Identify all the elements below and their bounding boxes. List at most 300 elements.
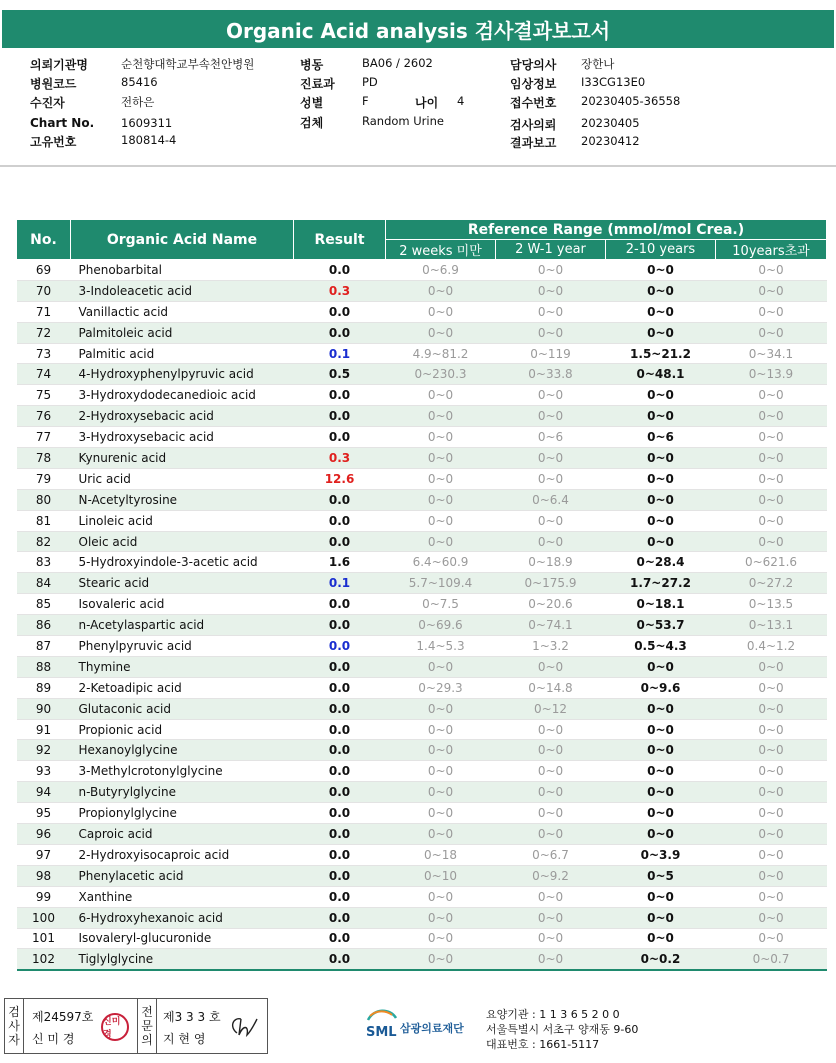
table-row (17, 719, 827, 740)
result-value: 0.0 (294, 865, 386, 886)
range-over-10-years: 0~0 (716, 385, 827, 406)
acid-name: 3-Indoleacetic acid (71, 280, 294, 301)
row-number: 83 (17, 552, 71, 573)
acid-name: 2-Ketoadipic acid (71, 677, 294, 698)
row-number: 92 (17, 740, 71, 761)
acid-name: Phenylpyruvic acid (71, 636, 294, 657)
range-2w-1year: 0~0 (496, 280, 606, 301)
range-over-10-years: 0~0 (716, 803, 827, 824)
range-under-2-weeks: 0~0 (386, 886, 496, 907)
range-2-10-years: 0~9.6 (606, 677, 716, 698)
table-row (17, 364, 827, 385)
range-2-10-years: 0.5~4.3 (606, 636, 716, 657)
range-2w-1year: 0~175.9 (496, 573, 606, 594)
range-over-10-years: 0~0 (716, 844, 827, 865)
row-number: 88 (17, 656, 71, 677)
range-over-10-years: 0.4~1.2 (716, 636, 827, 657)
institution-value: 순천향대학교부속천안병원 (121, 57, 255, 71)
range-under-2-weeks: 0~0 (386, 740, 496, 761)
range-2w-1year: 0~0 (496, 406, 606, 427)
result-value: 0.0 (294, 594, 386, 615)
range-2w-1year: 0~0 (496, 301, 606, 322)
chart-no-value: 1609311 (121, 116, 173, 130)
range-over-10-years: 0~0 (716, 427, 827, 448)
acid-name: Palmitoleic acid (71, 322, 294, 343)
row-number: 100 (17, 907, 71, 928)
specimen-label: 검체 (300, 116, 324, 130)
row-number: 97 (17, 844, 71, 865)
range-2w-1year: 0~0 (496, 928, 606, 949)
unique-id-value: 180814-4 (121, 133, 177, 147)
range-under-2-weeks: 0~0 (386, 719, 496, 740)
table-row (17, 615, 827, 636)
acid-name: 2-Hydroxysebacic acid (71, 406, 294, 427)
range-2w-1year: 0~0 (496, 761, 606, 782)
table-row (17, 260, 827, 281)
table-row (17, 865, 827, 886)
range-over-10-years: 0~0 (716, 448, 827, 469)
range-2w-1year: 0~0 (496, 656, 606, 677)
acid-name: N-Acetyltyrosine (71, 489, 294, 510)
clinical-info-label: 임상정보 (510, 77, 557, 91)
result-value: 0.0 (294, 510, 386, 531)
range-2w-1year: 0~0 (496, 907, 606, 928)
range-over-10-years: 0~13.5 (716, 594, 827, 615)
range-2-10-years: 0~0 (606, 928, 716, 949)
result-value: 0.0 (294, 844, 386, 865)
doctor-value: 장한나 (581, 57, 615, 71)
acid-name: Oleic acid (71, 531, 294, 552)
range-under-2-weeks: 1.4~5.3 (386, 636, 496, 657)
acid-name: Propionic acid (71, 719, 294, 740)
range-under-2-weeks: 0~0 (386, 448, 496, 469)
acid-name: 2-Hydroxyisocaproic acid (71, 844, 294, 865)
department-label: 진료과 (300, 77, 335, 91)
range-2-10-years: 0~5 (606, 865, 716, 886)
result-value: 0.0 (294, 824, 386, 845)
range-2w-1year: 0~0 (496, 824, 606, 845)
table-row (17, 698, 827, 719)
range-2-10-years: 0~0 (606, 719, 716, 740)
table-row (17, 343, 827, 364)
result-value: 0.1 (294, 573, 386, 594)
org-address: 서울특별시 서초구 양재동 9-60 (486, 1023, 639, 1036)
table-row (17, 489, 827, 510)
range-over-10-years: 0~0 (716, 322, 827, 343)
result-value: 0.0 (294, 886, 386, 907)
header-range-under-2-weeks: 2 weeks 미만 (386, 240, 496, 260)
acid-name: Xanthine (71, 886, 294, 907)
org-institution-code: 요양기관 : 1 1 3 6 5 2 0 0 (486, 1008, 620, 1021)
range-over-10-years: 0~0 (716, 782, 827, 803)
hospital-code-label: 병원코드 (30, 77, 77, 91)
acid-name: Hexanoylglycine (71, 740, 294, 761)
examiner-name: 신 미 경 (32, 1032, 75, 1046)
result-value: 0.0 (294, 782, 386, 803)
specialist-label: 전 문 의 (137, 999, 157, 1053)
acid-name: Glutaconic acid (71, 698, 294, 719)
range-over-10-years: 0~0 (716, 260, 827, 281)
result-value: 0.3 (294, 448, 386, 469)
result-value: 0.5 (294, 364, 386, 385)
row-number: 82 (17, 531, 71, 552)
table-row (17, 740, 827, 761)
table-row (17, 803, 827, 824)
range-2w-1year: 0~6 (496, 427, 606, 448)
report-date-value: 20230412 (581, 134, 640, 148)
range-over-10-years: 0~0 (716, 928, 827, 949)
range-2w-1year: 0~0 (496, 886, 606, 907)
row-number: 96 (17, 824, 71, 845)
row-number: 85 (17, 594, 71, 615)
range-2w-1year: 0~14.8 (496, 677, 606, 698)
result-value: 0.0 (294, 489, 386, 510)
row-number: 98 (17, 865, 71, 886)
row-number: 99 (17, 886, 71, 907)
acid-name: Linoleic acid (71, 510, 294, 531)
range-2-10-years: 0~0 (606, 824, 716, 845)
range-under-2-weeks: 0~18 (386, 844, 496, 865)
result-value: 1.6 (294, 552, 386, 573)
range-under-2-weeks: 0~7.5 (386, 594, 496, 615)
acid-name: Tiglylglycine (71, 949, 294, 970)
range-under-2-weeks: 0~29.3 (386, 677, 496, 698)
acid-name: Palmitic acid (71, 343, 294, 364)
range-2w-1year: 0~0 (496, 322, 606, 343)
table-row (17, 928, 827, 949)
range-2-10-years: 0~0 (606, 531, 716, 552)
header-range-2w-1year: 2 W-1 year (496, 240, 606, 260)
row-number: 79 (17, 468, 71, 489)
table-row (17, 844, 827, 865)
result-value: 0.0 (294, 427, 386, 448)
row-number: 95 (17, 803, 71, 824)
department-value: PD (362, 75, 378, 89)
patient-info-panel (0, 54, 836, 164)
range-under-2-weeks: 0~0 (386, 468, 496, 489)
row-number: 102 (17, 949, 71, 970)
range-over-10-years: 0~0 (716, 698, 827, 719)
range-under-2-weeks: 5.7~109.4 (386, 573, 496, 594)
range-under-2-weeks: 0~6.9 (386, 260, 496, 281)
range-over-10-years: 0~0 (716, 761, 827, 782)
range-under-2-weeks: 0~0 (386, 761, 496, 782)
result-value: 0.0 (294, 385, 386, 406)
acid-name: 3-Hydroxysebacic acid (71, 427, 294, 448)
range-over-10-years: 0~0 (716, 510, 827, 531)
range-under-2-weeks: 0~0 (386, 385, 496, 406)
table-row (17, 824, 827, 845)
acid-name: Phenobarbital (71, 260, 294, 281)
report-title: Organic Acid analysis 검사결과보고서 (2, 10, 834, 48)
acid-name: Thymine (71, 656, 294, 677)
range-over-10-years: 0~0 (716, 489, 827, 510)
table-row (17, 886, 827, 907)
range-2w-1year: 0~0 (496, 531, 606, 552)
chart-no-label: Chart No. (30, 116, 95, 130)
range-under-2-weeks: 0~0 (386, 531, 496, 552)
range-2-10-years: 0~0 (606, 761, 716, 782)
header-result: Result (294, 220, 386, 260)
range-2-10-years: 1.5~21.2 (606, 343, 716, 364)
range-2-10-years: 0~0 (606, 322, 716, 343)
range-2w-1year: 1~3.2 (496, 636, 606, 657)
row-number: 87 (17, 636, 71, 657)
range-2w-1year: 0~12 (496, 698, 606, 719)
row-number: 90 (17, 698, 71, 719)
range-2w-1year: 0~0 (496, 260, 606, 281)
acid-name: Uric acid (71, 468, 294, 489)
org-contact (486, 1007, 638, 1052)
result-value: 0.0 (294, 656, 386, 677)
range-2w-1year: 0~0 (496, 719, 606, 740)
table-row (17, 761, 827, 782)
range-over-10-years: 0~0 (716, 824, 827, 845)
range-2w-1year: 0~6.7 (496, 844, 606, 865)
range-under-2-weeks: 0~0 (386, 782, 496, 803)
range-over-10-years: 0~0 (716, 865, 827, 886)
specialist-signature-icon (227, 1013, 261, 1041)
range-2-10-years: 0~0 (606, 907, 716, 928)
patient-name-value: 전하은 (121, 95, 155, 109)
signature-box (4, 998, 268, 1054)
range-over-10-years: 0~0 (716, 719, 827, 740)
range-over-10-years: 0~0 (716, 468, 827, 489)
acid-name: 3-Hydroxydodecanedioic acid (71, 385, 294, 406)
sex-label: 성별 (300, 96, 324, 110)
result-value: 0.1 (294, 343, 386, 364)
table-row (17, 552, 827, 573)
result-value: 0.0 (294, 719, 386, 740)
range-under-2-weeks: 6.4~60.9 (386, 552, 496, 573)
header-divider (0, 165, 836, 167)
range-2-10-years: 0~0 (606, 385, 716, 406)
acid-name: 3-Methylcrotonylglycine (71, 761, 294, 782)
result-value: 0.0 (294, 301, 386, 322)
examiner-label: 검 사 자 (5, 999, 24, 1053)
range-under-2-weeks: 0~0 (386, 322, 496, 343)
range-2w-1year: 0~0 (496, 782, 606, 803)
range-over-10-years: 0~0 (716, 886, 827, 907)
range-2-10-years: 0~0 (606, 698, 716, 719)
result-value: 0.0 (294, 615, 386, 636)
clinical-info-value: I33CG13E0 (581, 75, 646, 89)
range-2-10-years: 0~0 (606, 510, 716, 531)
range-2-10-years: 0~0 (606, 489, 716, 510)
range-2w-1year: 0~33.8 (496, 364, 606, 385)
range-2-10-years: 0~0 (606, 468, 716, 489)
row-number: 91 (17, 719, 71, 740)
institution-label: 의뢰기관명 (30, 58, 88, 72)
range-2w-1year: 0~0 (496, 510, 606, 531)
organic-acid-results-table (16, 219, 827, 971)
org-phone: 대표번호 : 1661-5117 (486, 1038, 600, 1051)
examiner-seal-icon: 신미경 (101, 1013, 129, 1041)
range-2-10-years: 0~28.4 (606, 552, 716, 573)
table-row (17, 448, 827, 469)
range-2-10-years: 1.7~27.2 (606, 573, 716, 594)
range-under-2-weeks: 0~0 (386, 698, 496, 719)
range-under-2-weeks: 4.9~81.2 (386, 343, 496, 364)
report-date-label: 결과보고 (510, 136, 557, 150)
age-value: 4 (457, 94, 465, 108)
doctor-label: 담당의사 (510, 58, 557, 72)
table-row (17, 468, 827, 489)
range-2w-1year: 0~0 (496, 468, 606, 489)
row-number: 71 (17, 301, 71, 322)
range-under-2-weeks: 0~0 (386, 280, 496, 301)
acid-name: 6-Hydroxyhexanoic acid (71, 907, 294, 928)
table-row (17, 301, 827, 322)
range-2-10-years: 0~48.1 (606, 364, 716, 385)
header-reference-range: Reference Range (mmol/mol Crea.) (386, 220, 827, 240)
org-name: 삼광의료재단 (400, 1022, 464, 1035)
examiner-license-no: 제24597호 (32, 1010, 94, 1024)
result-value: 0.3 (294, 280, 386, 301)
sml-logo (364, 1006, 480, 1040)
ward-value: BA06 / 2602 (362, 56, 433, 70)
row-number: 77 (17, 427, 71, 448)
range-under-2-weeks: 0~230.3 (386, 364, 496, 385)
range-2w-1year: 0~119 (496, 343, 606, 364)
range-over-10-years: 0~0 (716, 656, 827, 677)
range-2w-1year: 0~9.2 (496, 865, 606, 886)
range-2-10-years: 0~53.7 (606, 615, 716, 636)
sex-value: F (362, 94, 369, 108)
range-2-10-years: 0~0 (606, 886, 716, 907)
range-under-2-weeks: 0~0 (386, 489, 496, 510)
result-value: 0.0 (294, 636, 386, 657)
range-under-2-weeks: 0~0 (386, 656, 496, 677)
range-2w-1year: 0~0 (496, 740, 606, 761)
row-number: 74 (17, 364, 71, 385)
table-row (17, 406, 827, 427)
range-under-2-weeks: 0~0 (386, 928, 496, 949)
acid-name: Propionylglycine (71, 803, 294, 824)
row-number: 101 (17, 928, 71, 949)
request-date-value: 20230405 (581, 116, 640, 130)
range-under-2-weeks: 0~0 (386, 824, 496, 845)
header-no: No. (17, 220, 71, 260)
age-label: 나이 (415, 96, 439, 110)
result-value: 0.0 (294, 803, 386, 824)
specimen-value: Random Urine (362, 114, 444, 128)
range-under-2-weeks: 0~0 (386, 406, 496, 427)
acid-name: Isovaleric acid (71, 594, 294, 615)
sml-logo-icon (364, 1006, 400, 1040)
range-2-10-years: 0~0 (606, 301, 716, 322)
range-2-10-years: 0~0.2 (606, 949, 716, 970)
receipt-no-label: 접수번호 (510, 96, 557, 110)
range-under-2-weeks: 0~0 (386, 301, 496, 322)
acid-name: Isovaleryl-glucuronide (71, 928, 294, 949)
result-value: 0.0 (294, 322, 386, 343)
range-2-10-years: 0~0 (606, 448, 716, 469)
range-2w-1year: 0~0 (496, 448, 606, 469)
row-number: 84 (17, 573, 71, 594)
range-under-2-weeks: 0~69.6 (386, 615, 496, 636)
result-value: 0.0 (294, 260, 386, 281)
range-2w-1year: 0~18.9 (496, 552, 606, 573)
range-2w-1year: 0~0 (496, 385, 606, 406)
table-row (17, 510, 827, 531)
result-value: 0.0 (294, 949, 386, 970)
row-number: 75 (17, 385, 71, 406)
range-2-10-years: 0~0 (606, 740, 716, 761)
range-over-10-years: 0~0 (716, 406, 827, 427)
row-number: 70 (17, 280, 71, 301)
results-body (17, 260, 827, 971)
header-range-2-10-years: 2-10 years (606, 240, 716, 260)
result-value: 0.0 (294, 531, 386, 552)
acid-name: Caproic acid (71, 824, 294, 845)
acid-name: Vanillactic acid (71, 301, 294, 322)
acid-name: Phenylacetic acid (71, 865, 294, 886)
row-number: 81 (17, 510, 71, 531)
range-2-10-years: 0~0 (606, 260, 716, 281)
table-row (17, 677, 827, 698)
acid-name: n-Butyrylglycine (71, 782, 294, 803)
table-row (17, 949, 827, 970)
table-row (17, 385, 827, 406)
range-under-2-weeks: 0~10 (386, 865, 496, 886)
range-2-10-years: 0~0 (606, 280, 716, 301)
table-row (17, 594, 827, 615)
result-value: 0.0 (294, 406, 386, 427)
row-number: 86 (17, 615, 71, 636)
range-under-2-weeks: 0~0 (386, 907, 496, 928)
result-value: 0.0 (294, 907, 386, 928)
table-row (17, 427, 827, 448)
row-number: 72 (17, 322, 71, 343)
acid-name: Kynurenic acid (71, 448, 294, 469)
header-acid-name: Organic Acid Name (71, 220, 294, 260)
range-over-10-years: 0~34.1 (716, 343, 827, 364)
range-over-10-years: 0~13.1 (716, 615, 827, 636)
unique-id-label: 고유번호 (30, 135, 77, 149)
acid-name: 5-Hydroxyindole-3-acetic acid (71, 552, 294, 573)
receipt-no-value: 20230405-36558 (581, 94, 681, 108)
range-over-10-years: 0~0 (716, 907, 827, 928)
specialist-name: 지 현 영 (163, 1032, 206, 1046)
range-under-2-weeks: 0~0 (386, 427, 496, 448)
table-row (17, 782, 827, 803)
range-2w-1year: 0~74.1 (496, 615, 606, 636)
table-row (17, 636, 827, 657)
row-number: 73 (17, 343, 71, 364)
range-over-10-years: 0~0.7 (716, 949, 827, 970)
result-value: 0.0 (294, 698, 386, 719)
range-over-10-years: 0~0 (716, 677, 827, 698)
result-value: 12.6 (294, 468, 386, 489)
ward-label: 병동 (300, 58, 324, 72)
result-value: 0.0 (294, 677, 386, 698)
range-2w-1year: 0~0 (496, 949, 606, 970)
specialist-license-no: 제3 3 3 호 (163, 1010, 221, 1024)
row-number: 80 (17, 489, 71, 510)
row-number: 89 (17, 677, 71, 698)
row-number: 93 (17, 761, 71, 782)
range-under-2-weeks: 0~0 (386, 949, 496, 970)
range-2w-1year: 0~20.6 (496, 594, 606, 615)
range-under-2-weeks: 0~0 (386, 803, 496, 824)
range-2w-1year: 0~6.4 (496, 489, 606, 510)
hospital-code-value: 85416 (121, 75, 158, 89)
range-over-10-years: 0~0 (716, 531, 827, 552)
svg-text:SML: SML (366, 1025, 397, 1040)
range-2-10-years: 0~0 (606, 406, 716, 427)
acid-name: 4-Hydroxyphenylpyruvic acid (71, 364, 294, 385)
